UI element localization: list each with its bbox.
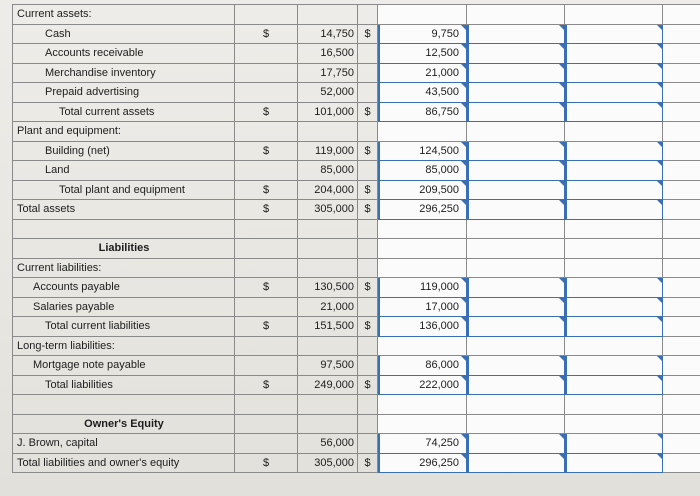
- dollar-sign: $: [358, 375, 378, 395]
- dollar-sign: [358, 161, 378, 181]
- answer-input[interactable]: [663, 336, 700, 356]
- answer-input[interactable]: [565, 161, 663, 181]
- dollar-sign: $: [235, 102, 298, 122]
- prior-year-input[interactable]: [378, 44, 467, 64]
- dollar-sign: $: [358, 180, 378, 200]
- table-row: [13, 219, 700, 239]
- table-row: [13, 141, 700, 161]
- answer-input[interactable]: [663, 356, 700, 376]
- prior-year-input[interactable]: [378, 24, 467, 44]
- dollar-sign: [358, 239, 378, 259]
- answer-input[interactable]: [565, 219, 663, 239]
- dollar-sign: [235, 336, 298, 356]
- current-year-value: 97,500: [298, 356, 358, 376]
- dollar-sign: [358, 434, 378, 454]
- row-label: Building (net): [13, 141, 235, 161]
- prior-year-input[interactable]: [378, 122, 467, 142]
- prior-year-value: 296,250: [419, 456, 459, 469]
- dollar-sign: [358, 44, 378, 64]
- prior-year-value: 136,000: [419, 320, 459, 333]
- current-year-value: 14,750: [298, 24, 358, 44]
- prior-year-value: 296,250: [419, 203, 459, 216]
- answer-input[interactable]: [467, 375, 565, 395]
- dollar-sign: [235, 161, 298, 181]
- prior-year-value: 209,500: [419, 183, 459, 196]
- prior-year-input[interactable]: [378, 102, 467, 122]
- prior-year-input[interactable]: [378, 414, 467, 434]
- row-label: Total current liabilities: [13, 317, 235, 337]
- prior-year-input[interactable]: [378, 180, 467, 200]
- dollar-sign: $: [358, 200, 378, 220]
- prior-year-input[interactable]: [378, 317, 467, 337]
- row-label: Total liabilities and owner's equity: [13, 453, 235, 473]
- table-row: [13, 414, 700, 434]
- balance-sheet-table: [12, 4, 700, 473]
- answer-input[interactable]: [565, 63, 663, 83]
- answer-input[interactable]: [663, 122, 700, 142]
- current-year-value: 151,500: [298, 317, 358, 337]
- answer-input[interactable]: [663, 180, 700, 200]
- table-row: [13, 336, 700, 356]
- row-label: J. Brown, capital: [13, 434, 235, 454]
- answer-input[interactable]: [663, 239, 700, 259]
- answer-input[interactable]: [663, 395, 700, 415]
- dollar-sign: $: [235, 180, 298, 200]
- answer-input[interactable]: [565, 200, 663, 220]
- table-row: [13, 258, 700, 278]
- current-year-value: 204,000: [298, 180, 358, 200]
- dollar-sign: [358, 395, 378, 415]
- row-label: Accounts receivable: [13, 44, 235, 64]
- current-year-value: 85,000: [298, 161, 358, 181]
- dollar-sign: [358, 219, 378, 239]
- current-year-value: 249,000: [298, 375, 358, 395]
- current-year-value: 17,750: [298, 63, 358, 83]
- answer-input[interactable]: [663, 141, 700, 161]
- current-year-value: 21,000: [298, 297, 358, 317]
- current-year-value: 52,000: [298, 83, 358, 103]
- row-label: Land: [13, 161, 235, 181]
- answer-input[interactable]: [565, 102, 663, 122]
- row-label: Liabilities: [13, 239, 235, 259]
- prior-year-value: 17,000: [425, 300, 459, 313]
- current-year-value: [298, 5, 358, 25]
- answer-input[interactable]: [467, 317, 565, 337]
- answer-input[interactable]: [467, 278, 565, 298]
- answer-input[interactable]: [565, 258, 663, 278]
- current-year-value: 130,500: [298, 278, 358, 298]
- table-row: [13, 180, 700, 200]
- current-year-value: 305,000: [298, 453, 358, 473]
- prior-year-input[interactable]: [378, 434, 467, 454]
- answer-input[interactable]: [467, 395, 565, 415]
- answer-input[interactable]: [565, 434, 663, 454]
- answer-input[interactable]: [663, 102, 700, 122]
- answer-input[interactable]: [565, 395, 663, 415]
- table-row: [13, 239, 700, 259]
- table-row: [13, 200, 700, 220]
- row-label: Cash: [13, 24, 235, 44]
- prior-year-input[interactable]: [378, 141, 467, 161]
- answer-input[interactable]: [663, 161, 700, 181]
- dollar-sign: $: [358, 278, 378, 298]
- dollar-sign: $: [235, 200, 298, 220]
- table-row: [13, 5, 700, 25]
- dollar-sign: [235, 63, 298, 83]
- answer-input[interactable]: [467, 434, 565, 454]
- table-row: [13, 395, 700, 415]
- dollar-sign: [235, 395, 298, 415]
- prior-year-value: 124,500: [419, 144, 459, 157]
- table-row: [13, 83, 700, 103]
- current-year-value: [298, 336, 358, 356]
- row-label: Prepaid advertising: [13, 83, 235, 103]
- row-label: Total assets: [13, 200, 235, 220]
- table-row: [13, 63, 700, 83]
- dollar-sign: $: [235, 278, 298, 298]
- current-year-value: 101,000: [298, 102, 358, 122]
- answer-input[interactable]: [663, 317, 700, 337]
- table-row: [13, 24, 700, 44]
- table-row: [13, 453, 700, 473]
- dollar-sign: [235, 239, 298, 259]
- answer-input[interactable]: [663, 278, 700, 298]
- answer-input[interactable]: [565, 297, 663, 317]
- answer-input[interactable]: [565, 141, 663, 161]
- answer-input[interactable]: [565, 44, 663, 64]
- dollar-sign: $: [235, 375, 298, 395]
- answer-input[interactable]: [663, 434, 700, 454]
- current-year-value: [298, 219, 358, 239]
- answer-input[interactable]: [467, 297, 565, 317]
- dollar-sign: $: [358, 453, 378, 473]
- dollar-sign: [235, 219, 298, 239]
- row-label: [13, 219, 235, 239]
- row-label: [13, 395, 235, 415]
- answer-input[interactable]: [663, 83, 700, 103]
- dollar-sign: [235, 434, 298, 454]
- answer-input[interactable]: [467, 258, 565, 278]
- dollar-sign: [358, 83, 378, 103]
- prior-year-input[interactable]: [378, 297, 467, 317]
- answer-input[interactable]: [467, 414, 565, 434]
- answer-input[interactable]: [663, 453, 700, 473]
- answer-input[interactable]: [467, 219, 565, 239]
- prior-year-input[interactable]: [378, 200, 467, 220]
- row-label: Long-term liabilities:: [13, 336, 235, 356]
- dollar-sign: $: [235, 141, 298, 161]
- answer-input[interactable]: [663, 5, 700, 25]
- answer-input[interactable]: [467, 5, 565, 25]
- prior-year-value: 43,500: [425, 86, 459, 99]
- answer-input[interactable]: [467, 141, 565, 161]
- dollar-sign: [235, 414, 298, 434]
- prior-year-input[interactable]: [378, 219, 467, 239]
- answer-input[interactable]: [565, 24, 663, 44]
- answer-input[interactable]: [663, 44, 700, 64]
- dollar-sign: [358, 336, 378, 356]
- dollar-sign: $: [235, 453, 298, 473]
- current-year-value: 16,500: [298, 44, 358, 64]
- answer-input[interactable]: [565, 122, 663, 142]
- answer-input[interactable]: [565, 336, 663, 356]
- table-row: [13, 102, 700, 122]
- answer-input[interactable]: [565, 317, 663, 337]
- dollar-sign: $: [358, 102, 378, 122]
- answer-input[interactable]: [467, 239, 565, 259]
- row-label: Accounts payable: [13, 278, 235, 298]
- prior-year-value: 86,750: [425, 105, 459, 118]
- row-label: Merchandise inventory: [13, 63, 235, 83]
- answer-input[interactable]: [663, 24, 700, 44]
- answer-input[interactable]: [565, 453, 663, 473]
- dollar-sign: [358, 414, 378, 434]
- prior-year-input[interactable]: [378, 453, 467, 473]
- row-label: Plant and equipment:: [13, 122, 235, 142]
- prior-year-value: 86,000: [425, 359, 459, 372]
- answer-input[interactable]: [467, 161, 565, 181]
- dollar-sign: [235, 258, 298, 278]
- table-row: [13, 434, 700, 454]
- dollar-sign: [358, 356, 378, 376]
- answer-input[interactable]: [467, 102, 565, 122]
- prior-year-value: 222,000: [419, 378, 459, 391]
- prior-year-value: 9,750: [431, 27, 459, 40]
- row-label: Mortgage note payable: [13, 356, 235, 376]
- row-label: Salaries payable: [13, 297, 235, 317]
- answer-input[interactable]: [467, 44, 565, 64]
- prior-year-value: 21,000: [425, 66, 459, 79]
- current-year-value: 305,000: [298, 200, 358, 220]
- prior-year-value: 12,500: [425, 47, 459, 60]
- answer-input[interactable]: [565, 239, 663, 259]
- answer-input[interactable]: [663, 258, 700, 278]
- table-row: [13, 375, 700, 395]
- prior-year-input[interactable]: [378, 336, 467, 356]
- dollar-sign: [235, 44, 298, 64]
- answer-input[interactable]: [565, 83, 663, 103]
- answer-input[interactable]: [467, 180, 565, 200]
- row-label: Owner's Equity: [13, 414, 235, 434]
- answer-input[interactable]: [467, 336, 565, 356]
- dollar-sign: [235, 297, 298, 317]
- prior-year-input[interactable]: [378, 83, 467, 103]
- table-row: [13, 317, 700, 337]
- dollar-sign: [358, 5, 378, 25]
- answer-input[interactable]: [565, 356, 663, 376]
- dollar-sign: $: [235, 317, 298, 337]
- row-label: Total liabilities: [13, 375, 235, 395]
- dollar-sign: $: [358, 24, 378, 44]
- dollar-sign: [235, 356, 298, 376]
- current-year-value: 56,000: [298, 434, 358, 454]
- answer-input[interactable]: [565, 414, 663, 434]
- answer-input[interactable]: [467, 63, 565, 83]
- answer-input[interactable]: [663, 375, 700, 395]
- prior-year-input[interactable]: [378, 5, 467, 25]
- dollar-sign: [235, 5, 298, 25]
- prior-year-value: 119,000: [420, 281, 459, 294]
- row-label: Total plant and equipment: [13, 180, 235, 200]
- answer-input[interactable]: [663, 219, 700, 239]
- prior-year-input[interactable]: [378, 161, 467, 181]
- dollar-sign: $: [235, 24, 298, 44]
- table-row: [13, 122, 700, 142]
- answer-input[interactable]: [663, 414, 700, 434]
- dollar-sign: [235, 83, 298, 103]
- answer-input[interactable]: [663, 297, 700, 317]
- current-year-value: [298, 258, 358, 278]
- prior-year-value: 74,250: [425, 437, 459, 450]
- dollar-sign: [235, 122, 298, 142]
- answer-input[interactable]: [565, 5, 663, 25]
- answer-input[interactable]: [467, 83, 565, 103]
- table-row: [13, 356, 700, 376]
- current-year-value: [298, 414, 358, 434]
- dollar-sign: [358, 258, 378, 278]
- answer-input[interactable]: [467, 453, 565, 473]
- dollar-sign: $: [358, 141, 378, 161]
- table-row: [13, 297, 700, 317]
- table-row: [13, 278, 700, 298]
- row-label: Total current assets: [13, 102, 235, 122]
- row-label: Current liabilities:: [13, 258, 235, 278]
- prior-year-value: 85,000: [425, 164, 459, 177]
- current-year-value: 119,000: [298, 141, 358, 161]
- table-row: [13, 44, 700, 64]
- prior-year-input[interactable]: [378, 375, 467, 395]
- answer-input[interactable]: [663, 63, 700, 83]
- dollar-sign: [358, 297, 378, 317]
- answer-input[interactable]: [663, 200, 700, 220]
- answer-input[interactable]: [467, 24, 565, 44]
- prior-year-input[interactable]: [378, 278, 467, 298]
- prior-year-input[interactable]: [378, 258, 467, 278]
- prior-year-input[interactable]: [378, 356, 467, 376]
- prior-year-input[interactable]: [378, 63, 467, 83]
- table-row: [13, 161, 700, 181]
- dollar-sign: [358, 63, 378, 83]
- current-year-value: [298, 239, 358, 259]
- answer-input[interactable]: [565, 278, 663, 298]
- answer-input[interactable]: [467, 356, 565, 376]
- current-year-value: [298, 395, 358, 415]
- dollar-sign: [358, 122, 378, 142]
- dollar-sign: $: [358, 317, 378, 337]
- current-year-value: [298, 122, 358, 142]
- row-label: Current assets:: [13, 5, 235, 25]
- answer-input[interactable]: [565, 375, 663, 395]
- answer-input[interactable]: [565, 180, 663, 200]
- prior-year-input[interactable]: [378, 239, 467, 259]
- prior-year-input[interactable]: [378, 395, 467, 415]
- answer-input[interactable]: [467, 200, 565, 220]
- answer-input[interactable]: [467, 122, 565, 142]
